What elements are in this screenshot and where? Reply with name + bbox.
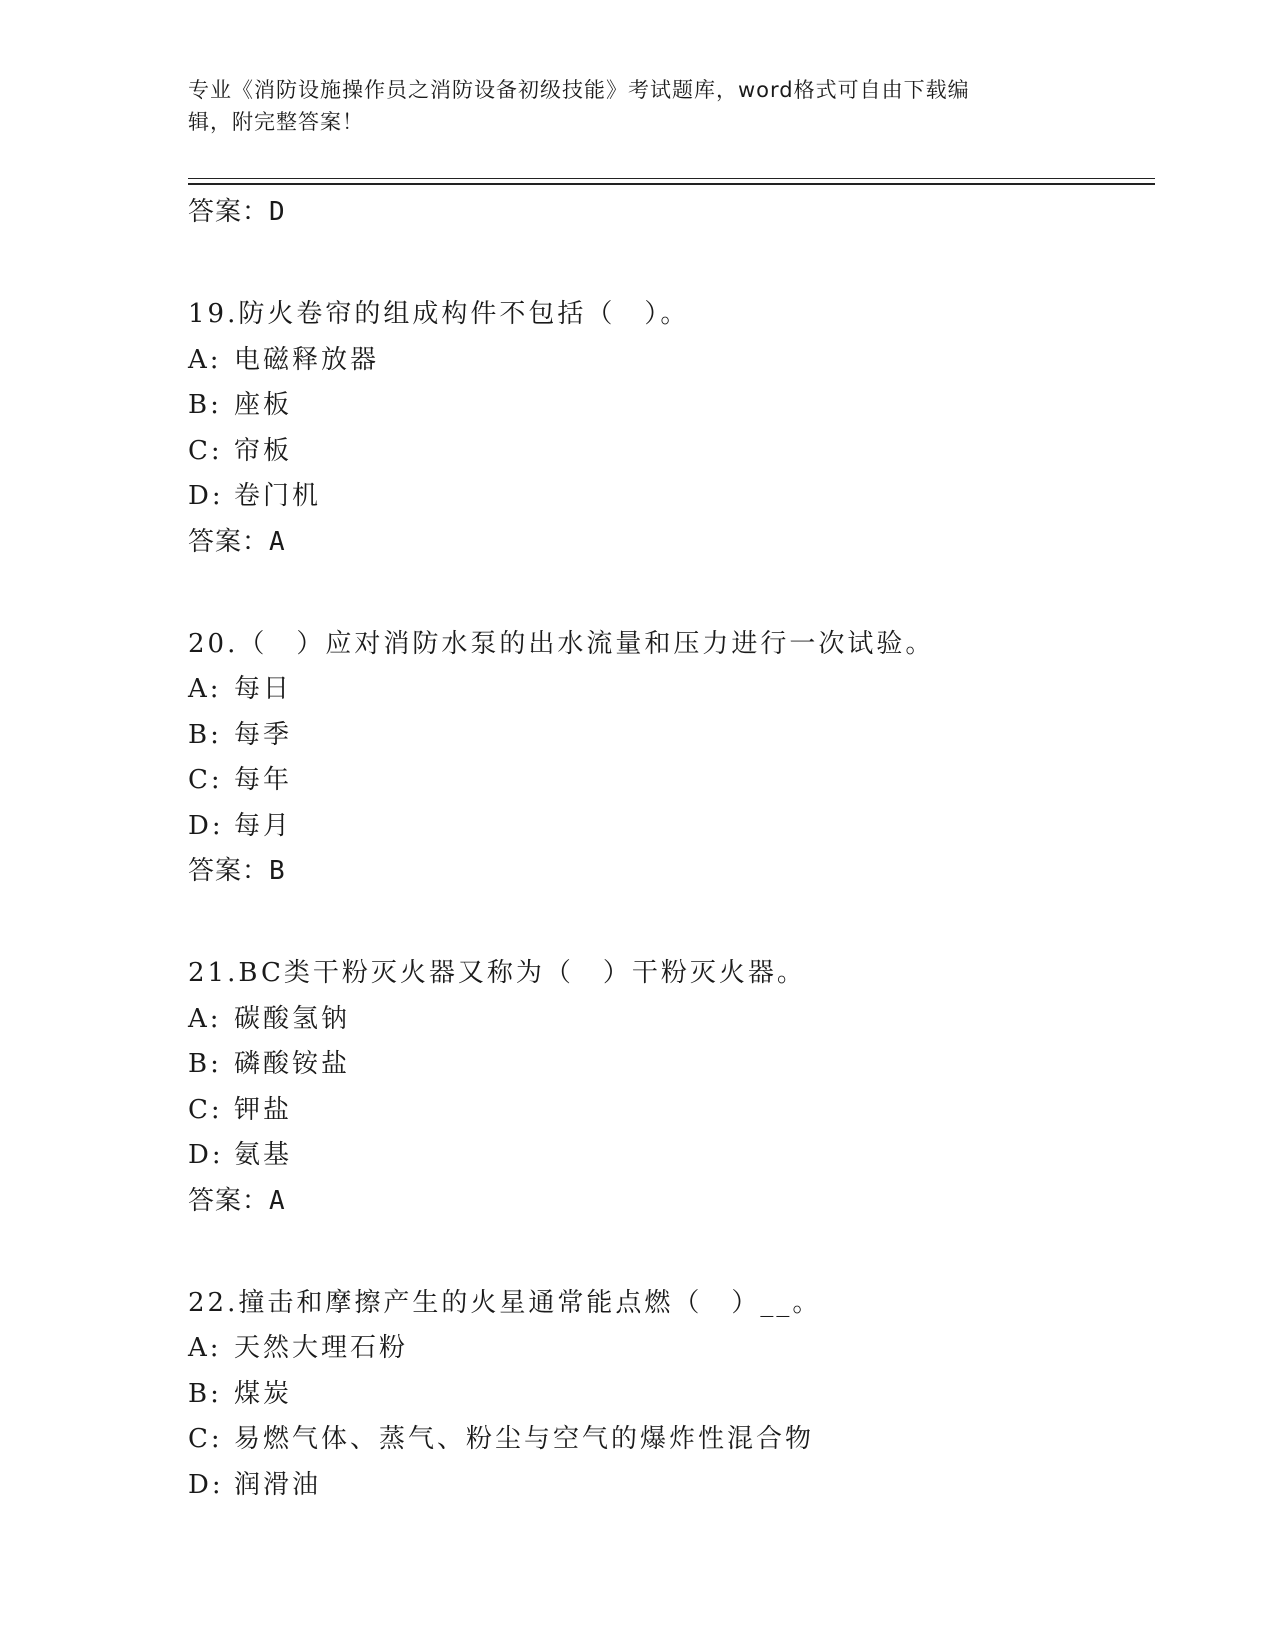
option-text: 碳酸氢钠 — [234, 1003, 351, 1034]
option-b — [188, 383, 1148, 429]
option-key: A: — [188, 344, 222, 375]
answer-line — [188, 190, 1148, 234]
option-text: 电磁释放器 — [234, 344, 380, 375]
answer-value: D — [269, 197, 286, 227]
option-key: B: — [188, 1378, 222, 1409]
header-line-2: 辑，附完整答案！ — [188, 110, 364, 134]
option-a — [188, 338, 1148, 384]
option-key: B: — [188, 719, 222, 750]
header-divider-thick — [188, 183, 1155, 185]
option-a — [188, 1326, 1148, 1372]
option-text: 氨基 — [234, 1140, 293, 1170]
option-text: 煤炭 — [234, 1378, 293, 1409]
option-key: D: — [188, 481, 224, 511]
option-b — [188, 1372, 1148, 1418]
answer-label: 答案： — [188, 1185, 270, 1216]
option-key: A: — [188, 1333, 222, 1363]
option-b — [188, 1042, 1148, 1088]
option-text: 每季 — [234, 719, 293, 750]
option-c — [188, 429, 1148, 475]
option-key: D: — [188, 1140, 224, 1170]
answer-label: 答案： — [188, 856, 270, 886]
question-22 — [188, 1281, 1148, 1509]
header-line-1: 专业《消防设施操作员之消防设备初级技能》考试题库，word格式可自由下载编 — [188, 78, 970, 102]
option-text: 润滑油 — [234, 1469, 322, 1500]
option-c — [188, 758, 1148, 804]
document-header — [188, 74, 1068, 138]
option-a — [188, 667, 1148, 713]
answer-label: 答案： — [188, 526, 270, 557]
option-text: 每年 — [234, 765, 293, 795]
answer-value: A — [269, 1185, 286, 1216]
option-d — [188, 1463, 1148, 1509]
question-text: 20.（ ）应对消防水泵的出水流量和压力进行一次试验。 — [188, 628, 935, 659]
answer-line — [188, 849, 1148, 893]
option-key: B: — [188, 1049, 222, 1079]
option-text: 天然大理石粉 — [234, 1333, 409, 1363]
option-key: C: — [188, 1094, 223, 1125]
question-20 — [188, 622, 1148, 894]
option-text: 座板 — [234, 390, 293, 420]
option-d — [188, 804, 1148, 850]
option-key: A: — [188, 1003, 222, 1034]
option-key: D: — [188, 810, 224, 841]
option-text: 钾盐 — [234, 1094, 293, 1125]
answer-value: A — [269, 526, 286, 557]
answer-line — [188, 1179, 1148, 1223]
option-text: 卷门机 — [234, 481, 322, 511]
header-divider-thin — [188, 178, 1155, 179]
option-text: 每月 — [234, 810, 293, 841]
option-key: C: — [188, 765, 223, 795]
option-c — [188, 1417, 1148, 1463]
option-key: B: — [188, 390, 222, 420]
question-text: 19.防火卷帘的组成构件不包括（ ）。 — [188, 299, 690, 329]
option-d — [188, 474, 1148, 520]
question-text: 22.撞击和摩擦产生的火星通常能点燃（ ）__。 — [188, 1287, 822, 1318]
option-a — [188, 997, 1148, 1043]
option-key: A: — [188, 674, 222, 704]
question-text: 21.BC类干粉灭火器又称为（ ）干粉灭火器。 — [188, 958, 806, 988]
answer-line — [188, 520, 1148, 564]
question-21 — [188, 951, 1148, 1223]
option-key: C: — [188, 1424, 223, 1454]
option-b — [188, 713, 1148, 759]
question-list — [188, 190, 1148, 1508]
option-c — [188, 1088, 1148, 1134]
answer-label: 答案： — [188, 197, 270, 227]
option-text: 每日 — [234, 674, 293, 704]
option-key: D: — [188, 1469, 224, 1500]
question-19 — [188, 292, 1148, 564]
option-text: 磷酸铵盐 — [234, 1049, 351, 1079]
answer-value: B — [269, 856, 286, 886]
option-text: 易燃气体、蒸气、粉尘与空气的爆炸性混合物 — [234, 1424, 815, 1454]
option-text: 帘板 — [234, 435, 293, 466]
option-key: C: — [188, 435, 223, 466]
option-d — [188, 1133, 1148, 1179]
